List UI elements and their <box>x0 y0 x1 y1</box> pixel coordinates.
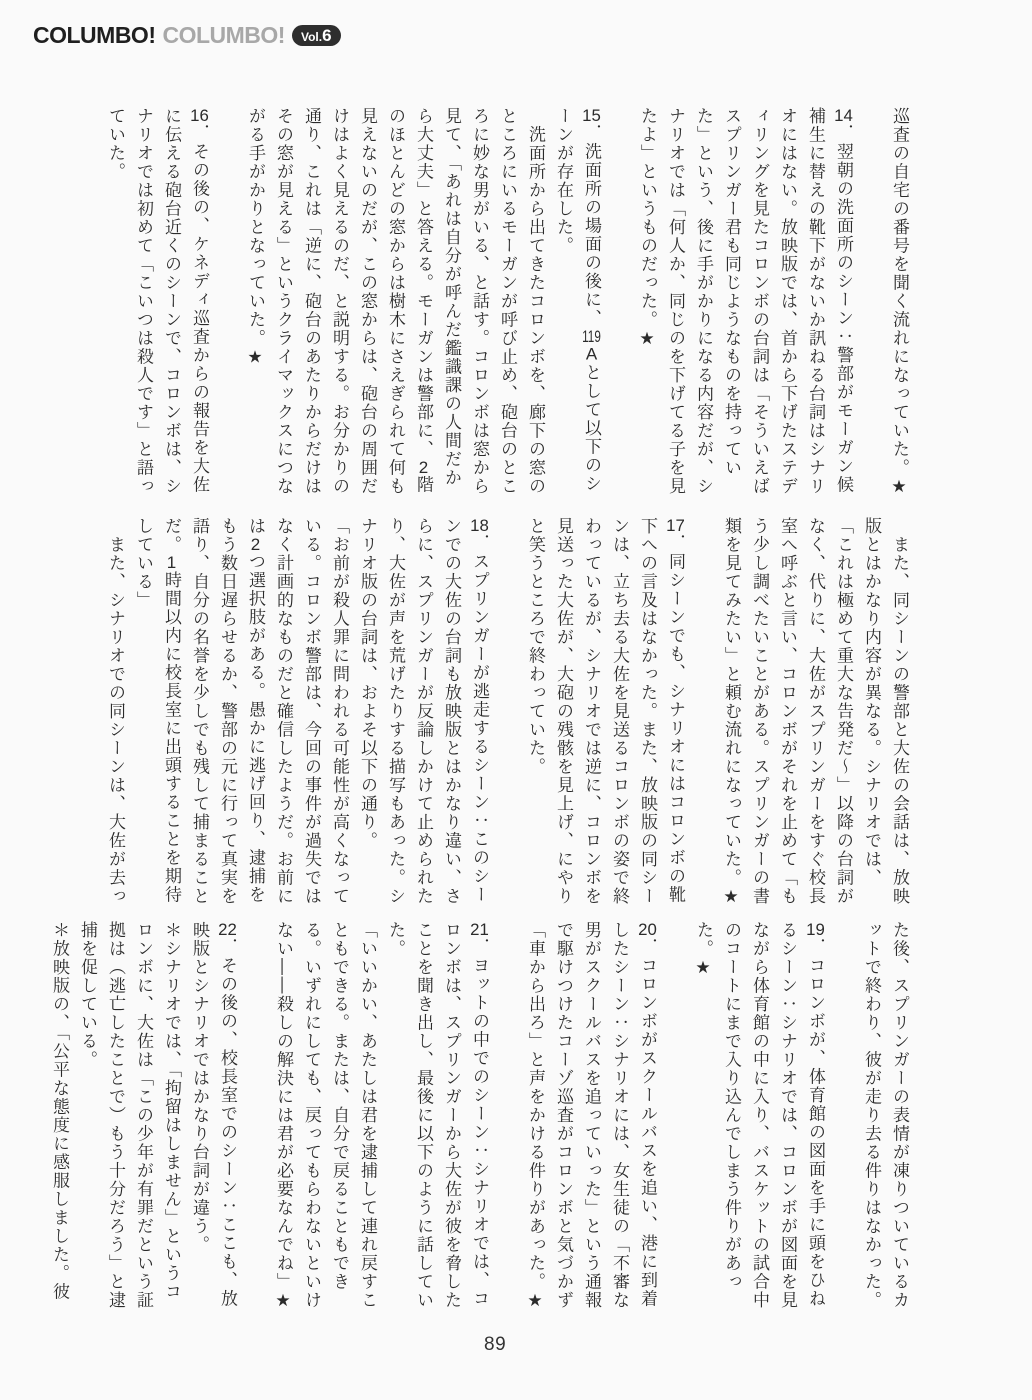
inline-number: 20 <box>638 921 657 938</box>
inline-number: 21 <box>470 921 489 938</box>
section-17: 17．同シーンでも、シナリオにはコロンボの靴下への言及はなかった。また、放映版の同シーンは、立ち去る大佐を見送るコロンボの姿で終わっているが、シナリオでは逆に、コロンボを見送った大佐が、大砲の残骸を見上げ、にやりと笑うところで終わっていた。 <box>526 517 685 906</box>
upright-latin: A <box>582 344 601 364</box>
page-header <box>33 24 341 47</box>
section-18: 18．スプリンガーが逃走するシーン：このシーンでの大佐の台詞も放映版とはかなり違い、さらに、スプリンガーが反論しかけて止められたり、大佐が声を荒げたりする描写もあった。シナリオ版の台詞は、およそ以下の通り。 <box>358 517 489 906</box>
page-number: 89 <box>484 1334 507 1355</box>
section-22-broadcast-note: ＊放映版の、「公平な態度に感服しました。彼 <box>50 921 69 1301</box>
volume-badge <box>292 25 341 46</box>
inline-number: 14 <box>834 107 853 124</box>
inline-number: 2 <box>418 458 429 476</box>
text-band-top <box>73 107 913 499</box>
inline-number: 22 <box>218 921 237 938</box>
inline-number: 15 <box>582 107 601 124</box>
section-14: 14．翌朝の洗面所のシーン：警部がモーガン候補生に替えの靴下がないか訊ねる台詞はシナリオにはない。放映版では、首から下げたステディリングを見たコロンボの台詞は「そういえばスプリンガー君も同じようなものを持っていた」という、後に手がかりになる内容だが、シナリオでは「何人か、同じのを下げてる子を見たよ」というものだった。★ <box>638 107 853 496</box>
inline-number: 18 <box>470 517 489 534</box>
inline-number: 19 <box>806 921 825 938</box>
section-19: 19．コロンボが、体育館の図面を手に頭をひねるシーン：シナリオでは、コロンボが図面を見ながら体育館の中に入り、バスケットの試合中のコートにまで入り込んでしまう件りがあった。★ <box>694 921 825 1310</box>
magazine-title-primary: COLUMBO! <box>33 22 156 48</box>
inline-number: 119 <box>582 327 601 345</box>
continuation-from-previous-page: 巡査の自宅の番号を聞く流れになっていた。★ <box>890 107 909 499</box>
volume-label: Vol. <box>300 30 323 44</box>
inline-number: 2 <box>250 535 261 553</box>
text-band-middle <box>73 517 913 909</box>
inline-number: 17 <box>666 517 685 534</box>
magazine-title-secondary: COLUMBO! <box>162 22 285 48</box>
inline-number: 1 <box>166 554 177 571</box>
section-15: 15．洗面所の場面の後に、119Aとして以下のシーンが存在した。 <box>554 107 601 493</box>
section-16-continued: また、同シーンの警部と大佐の会話は、放映版とはかなり内容が異なる。シナリオでは、「これは極めて重大な告発だ〜」以降の台詞がなく、代りに、大佐がスプリンガーをすぐ校長室へ呼ぶと言い、コロンボがそれを止めて「もう少し調べたいことがある。スプリンガーの書類を見てみたい」と頼む流れになっていた。★ <box>722 517 909 909</box>
section-22: 22．その後の、校長室でのシーン：ここも、放映版とシナリオではかなり台詞が違う。 <box>190 921 237 1308</box>
inline-number: 16 <box>190 107 209 124</box>
section-22-scenario-note: ＊シナリオでは、「拘留はしません」というコロンボに、大佐は「この少年が有罪だという証拠は（逃亡したことで）もう十分だろう」と逮捕を促している。 <box>78 921 181 1310</box>
section-21-quote: 「いいかい、あたしは君を逮捕して連れ戻すこともできる。または、自分で戻ることもできる。いずれにしても、戻ってもらわないといけない――殺しの解決には君が必要なんでね」★ <box>274 921 377 1313</box>
section-16: 16．その後の、ケネディ巡査からの報告を大佐に伝える砲台近くのシーンで、コロンボは、シナリオでは初めて「こいつは殺人です」と語っていた。 <box>106 107 209 496</box>
section-18-quote: 「お前が殺人罪に問われる可能性が高くなっている。コロンボ警部は、今回の事件が過失ではなく計画的なものだと確信したようだ。お前には2つ選択肢がある。愚かに逃げ回り、逮捕をもう数日遅らせるか、警部の元に行って真実を語り、自分の名誉を少しでも残して捕まることだ。1時間以内に校長室に出頭することを期待している」 <box>134 517 349 906</box>
section-15-detail: 洗面所から出てきたコロンボを、廊下の窓のところにいるモーガンが呼び止め、砲台のところに妙な男がいる、と話す。コロンボは窓から見て、「あれは自分が呼んだ鑑識課の人間だから大丈夫」と答える。モーガンは警部に、2階のほとんどの窓からは樹木にさえぎられて何も見えないのだが、この窓からは、砲台の周囲だけはよく見えるのだ、と説明する。お分かりの通り、これは「逆に、砲台のあたりからだけはその窓が見える」というクライマックスにつながる手がかりとなっていた。★ <box>246 107 545 496</box>
text-band-bottom <box>50 921 913 1313</box>
section-18-continued: また、シナリオでの同シーンは、大佐が去っ <box>106 517 125 906</box>
section-20: 20．コロンボがスクールバスを追い、港に到着したシーン：シナリオには、女生徒の「不審な男がスクールバスを追っていった」という通報で駆けつけたコーゾ巡査がコロンボと気づかず「車から出ろ」と声をかける件りがあった。★ <box>526 921 657 1313</box>
volume-number: 6 <box>322 26 332 45</box>
section-21: 21．ヨットの中でのシーン：シナリオでは、コロンボは、スプリンガーから大佐が彼を脅したことを聞き出し、最後に以下のように話していた。 <box>386 921 489 1310</box>
section-18-continued-2: た後、スプリンガーの表情が凍りついているカットで終わり、彼が走り去る件りはなかった。 <box>862 921 909 1310</box>
